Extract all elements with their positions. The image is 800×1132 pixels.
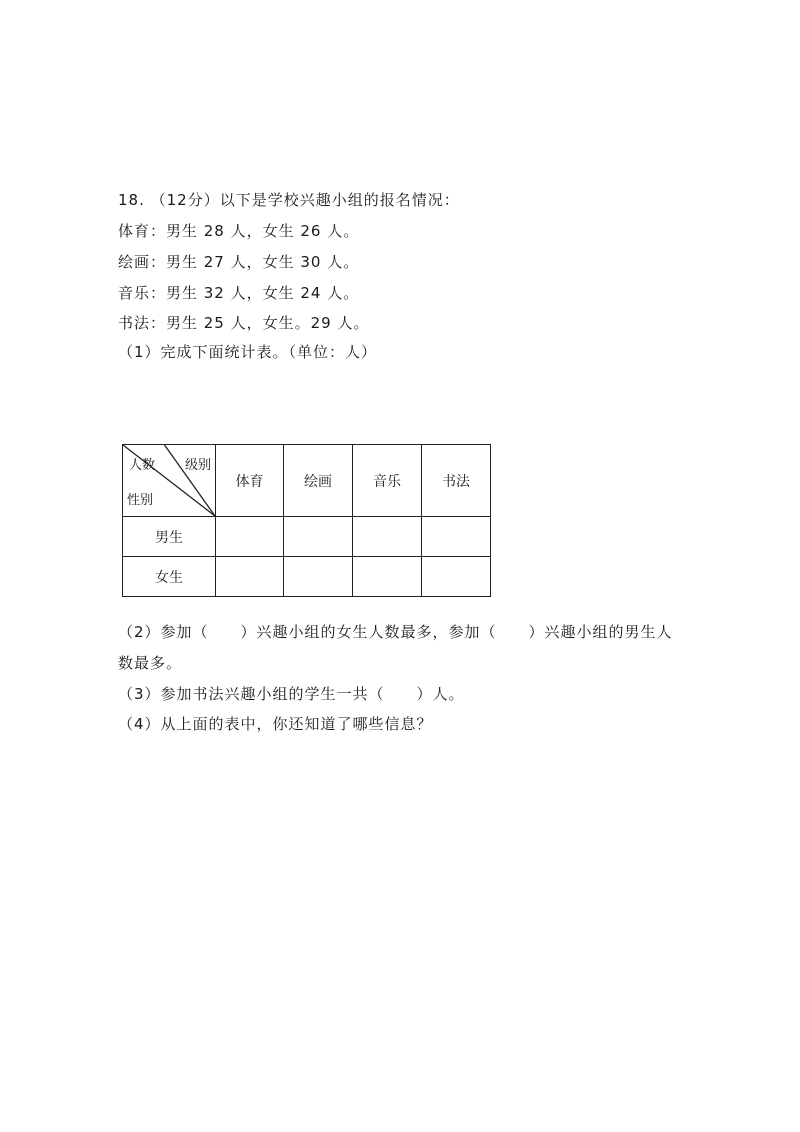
data-line-painting: 绘画：男生 27 人，女生 30 人。 [118,253,360,271]
row-label-boys: 男生 [123,517,216,557]
part3-question: （3）参加书法兴趣小组的学生一共（ ）人。 [118,685,465,703]
column-header-painting: 绘画 [284,445,353,517]
statistics-table [122,444,491,597]
boys-music-cell[interactable] [353,517,422,557]
boys-calligraphy-cell[interactable] [422,517,491,557]
column-header-sports: 体育 [216,445,284,517]
boys-painting-cell[interactable] [284,517,353,557]
data-line-music: 音乐：男生 32 人，女生 24 人。 [118,284,360,302]
corner-cell [123,445,216,517]
part4-question: （4）从上面的表中，你还知道了哪些信息？ [118,715,433,733]
question-header: 18. （12分）以下是学校兴趣小组的报名情况： [118,191,460,209]
part2-line2: 数最多。 [118,654,183,672]
corner-label-people: 人数 [129,458,156,473]
data-line-sports: 体育：男生 28 人，女生 26 人。 [118,222,360,240]
girls-sports-cell[interactable] [216,557,284,597]
corner-label-level: 级别 [184,458,211,473]
table-row-boys [123,517,491,557]
table-header-row [123,445,491,517]
part1-instruction: （1）完成下面统计表。（单位：人） [118,343,378,361]
column-header-music: 音乐 [353,445,422,517]
boys-sports-cell[interactable] [216,517,284,557]
data-line-calligraphy: 书法：男生 25 人，女生。29 人。 [118,314,370,332]
row-label-girls: 女生 [123,557,216,597]
girls-music-cell[interactable] [353,557,422,597]
column-header-calligraphy: 书法 [422,445,491,517]
part2-line1: （2）参加（ ）兴趣小组的女生人数最多，参加（ ）兴趣小组的男生人 [118,623,673,641]
girls-calligraphy-cell[interactable] [422,557,491,597]
corner-label-gender: 性别 [127,493,154,508]
girls-painting-cell[interactable] [284,557,353,597]
table-row-girls [123,557,491,597]
